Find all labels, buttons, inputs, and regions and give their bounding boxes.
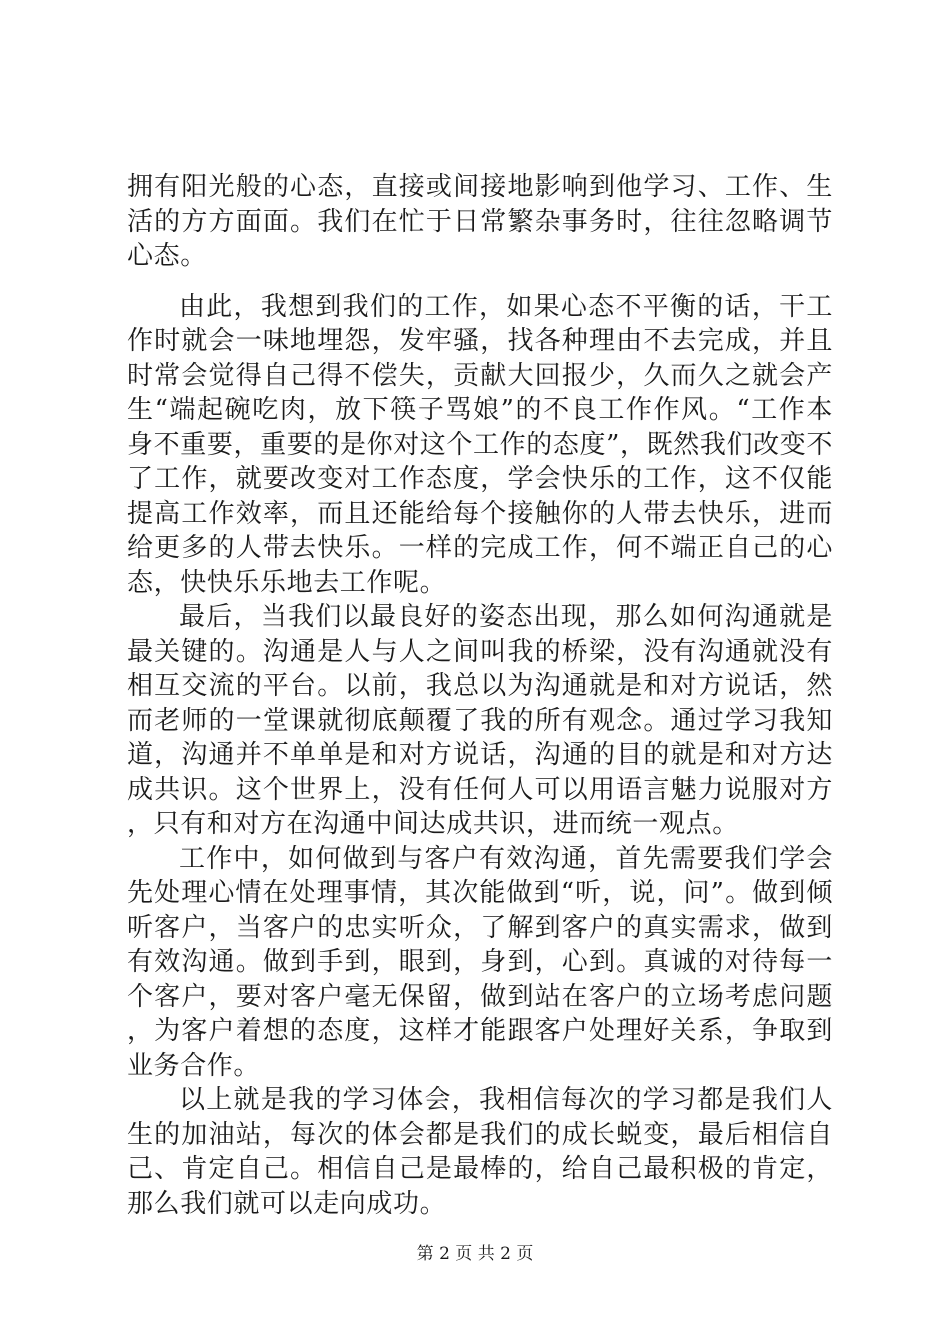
page-footer: 第 2 页 共 2 页	[416, 1244, 534, 1264]
paragraph-5: 以上就是我的学习体会，我相信每次的学习都是我们人生的加油站，每次的体会都是我们的成长蜕变，最后相信自己、肯定自己。相信自己是最棒的，给自己最积极的肯定，那么我们就可以走向成功。	[127, 1085, 833, 1219]
paragraph-3: 最后，当我们以最良好的姿态出现，那么如何沟通就是最关键的。沟通是人与人之间叫我的桥梁，没有沟通就没有相互交流的平台。以前，我总以为沟通就是和对方说话，然而老师的一堂课就彻底颠覆了我的所有观念。通过学习我知道，沟通并不单单是和对方说话，沟通的目的就是和对方达成共识。这个世界上，没有任何人可以用语言魅力说服对方，只有和对方在沟通中间达成共识，进而统一观点。	[127, 602, 833, 839]
document-body	[127, 170, 833, 1221]
paragraph-1: 拥有阳光般的心态，直接或间接地影响到他学习、工作、生活的方方面面。我们在忙于日常繁杂事务时，往往忽略调节心态。	[127, 172, 833, 271]
paragraph-4: 工作中，如何做到与客户有效沟通，首先需要我们学会先处理心情在处理事情，其次能做到“听，说，问”。做到倾听客户，当客户的忠实听众，了解到客户的真实需求，做到有效沟通。做到手到，眼到，身到，心到。真诚的对待每一个客户，要对客户毫无保留，做到站在客户的立场考虑问题，为客户着想的态度，这样才能跟客户处理好关系，争取到业务合作。	[127, 843, 833, 1081]
paragraph-2: 由此，我想到我们的工作，如果心态不平衡的话，干工作时就会一味地埋怨，发牢骚，找各种理由不去完成，并且时常会觉得自己得不偿失，贡献大回报少，久而久之就会产生“端起碗吃肉，放下筷子骂娘”的不良工作作风。“工作本身不重要，重要的是你对这个工作的态度”，既然我们改变不了工作，就要改变对工作态度，学会快乐的工作，这不仅能提高工作效率，而且还能给每个接触你的人带去快乐，进而给更多的人带去快乐。一样的完成工作，何不端正自己的心态，快快乐乐地去工作呢。	[127, 291, 833, 598]
